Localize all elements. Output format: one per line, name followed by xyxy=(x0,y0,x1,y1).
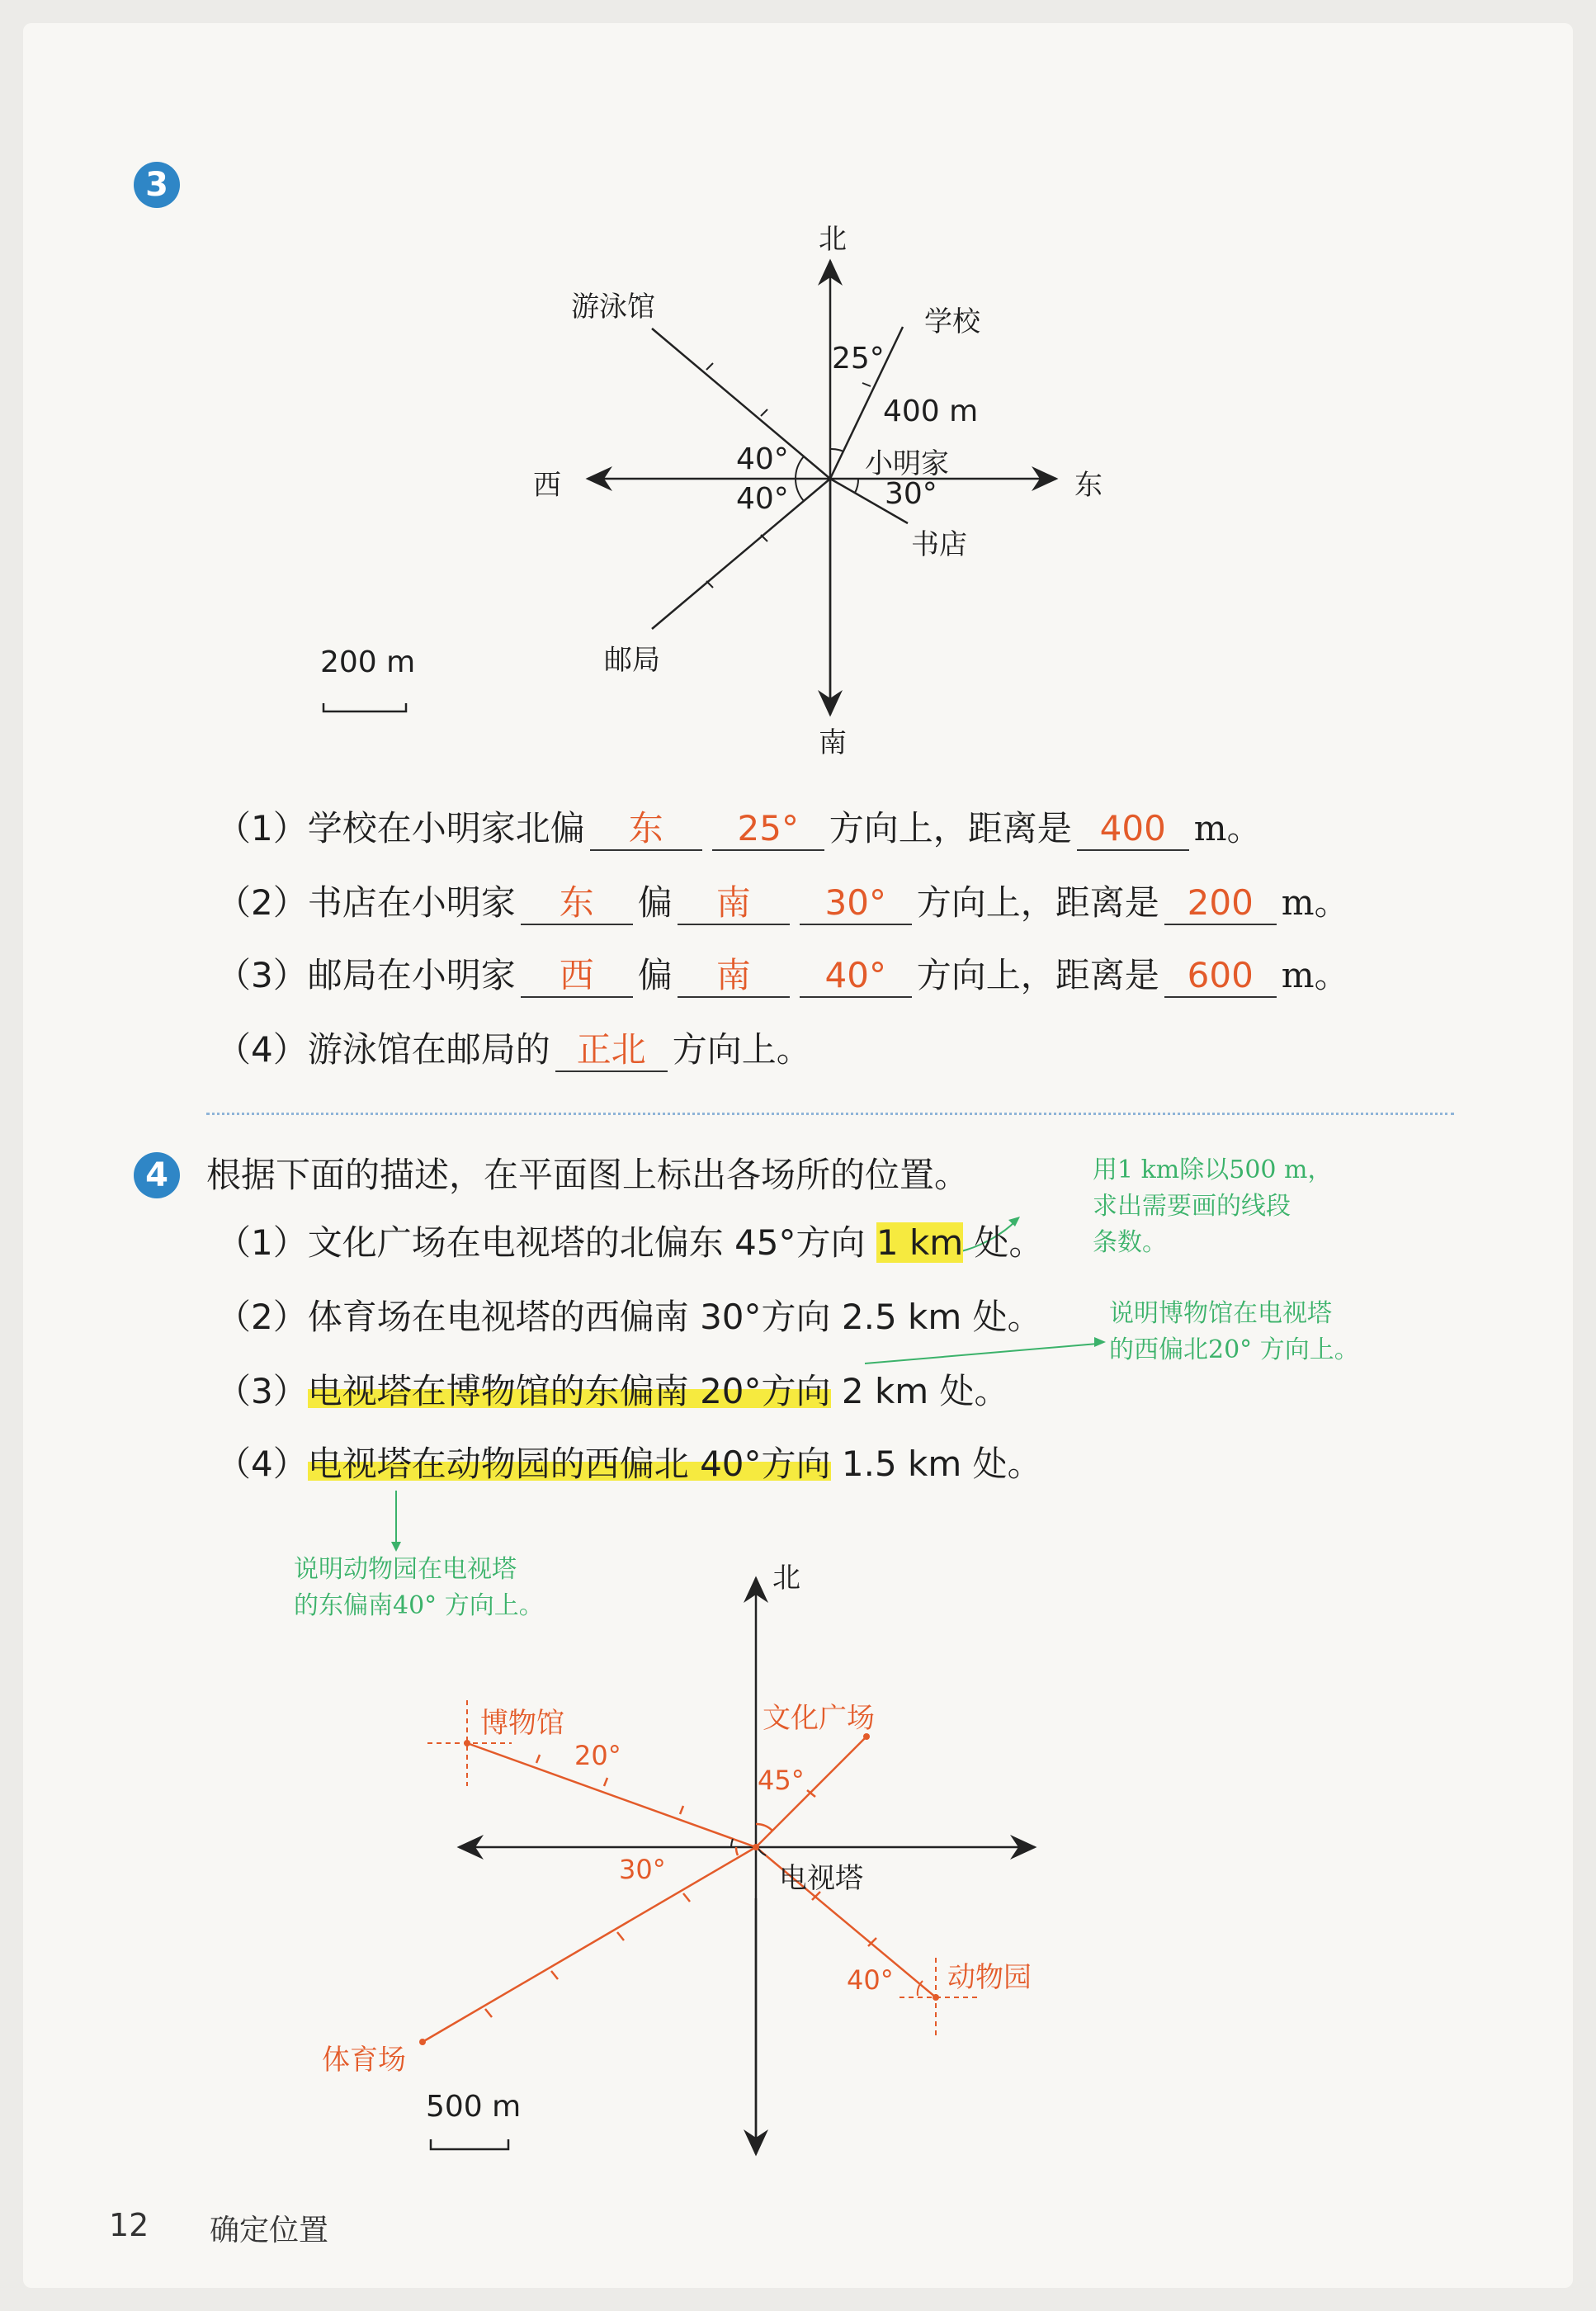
p3-question-2: （2）书店在小明家 东 偏 南 30° 方向上，距离是 200 m。 xyxy=(216,878,1349,928)
distance-400: 400 m xyxy=(883,395,979,428)
angle-30-p4: 30° xyxy=(619,1854,666,1885)
bookstore-label: 书店 xyxy=(911,528,967,561)
school-label: 学校 xyxy=(924,305,980,338)
tower-label: 电视塔 xyxy=(779,1862,863,1895)
angle-40-p4: 40° xyxy=(847,1964,894,1996)
chapter-title: 确定位置 xyxy=(210,2214,329,2247)
p4-question-2: （2）体育场在电视塔的西偏南 30°方向 2.5 km 处。 xyxy=(216,1297,1042,1337)
scale-500: 500 m xyxy=(426,2090,522,2124)
p3-question-1: （1）学校在小明家北偏 东 25° 方向上，距离是 400 m。 xyxy=(216,804,1262,853)
angle-45: 45° xyxy=(758,1765,805,1796)
section-divider xyxy=(206,1113,1454,1115)
plaza-label: 文化广场 xyxy=(763,1702,875,1735)
post-label: 邮局 xyxy=(604,644,660,677)
problem-4-badge: 4 xyxy=(134,1152,180,1198)
zoo-label: 动物园 xyxy=(947,1961,1032,1994)
angle-20: 20° xyxy=(574,1740,621,1771)
p3-question-4: （4）游泳馆在邮局的 正北 方向上。 xyxy=(216,1025,811,1075)
note-1: 用1 km除以500 m， 求出需要画的线段 条数。 xyxy=(1093,1156,1333,1257)
north-label: 北 xyxy=(819,223,847,256)
p4-north-label: 北 xyxy=(772,1562,800,1595)
problem-3-badge: 3 xyxy=(134,162,180,208)
p4-question-1: （1）文化广场在电视塔的北偏东 45°方向 1 km 处。 xyxy=(216,1222,1044,1263)
note-2: 说明博物馆在电视塔 的西偏北20° 方向上。 xyxy=(1109,1299,1359,1364)
museum-label: 博物馆 xyxy=(480,1707,564,1740)
home-label: 小明家 xyxy=(865,447,949,480)
west-label: 西 xyxy=(533,469,561,502)
stadium-label: 体育场 xyxy=(322,2044,406,2077)
angle-30: 30° xyxy=(885,477,937,511)
scale-200: 200 m xyxy=(320,645,416,679)
east-label: 东 xyxy=(1074,469,1103,502)
page-number: 12 xyxy=(109,2207,149,2243)
swimming-label: 游泳馆 xyxy=(571,291,655,324)
p4-title: 根据下面的描述，在平面图上标出各场所的位置。 xyxy=(206,1155,970,1195)
p4-question-4: （4）电视塔在动物园的西偏北 40°方向 1.5 km 处。 xyxy=(216,1444,1042,1484)
angle-40-lower: 40° xyxy=(736,482,789,516)
angle-40-upper: 40° xyxy=(736,442,789,476)
note-3: 说明动物园在电视塔 的东偏南40° 方向上。 xyxy=(294,1555,544,1620)
south-label: 南 xyxy=(819,726,847,759)
p3-question-3: （3）邮局在小明家 西 偏 南 40° 方向上，距离是 600 m。 xyxy=(216,951,1349,1000)
angle-25: 25° xyxy=(832,342,885,376)
p4-question-3: （3）电视塔在博物馆的东偏南 20°方向 2 km 处。 xyxy=(216,1371,1009,1411)
